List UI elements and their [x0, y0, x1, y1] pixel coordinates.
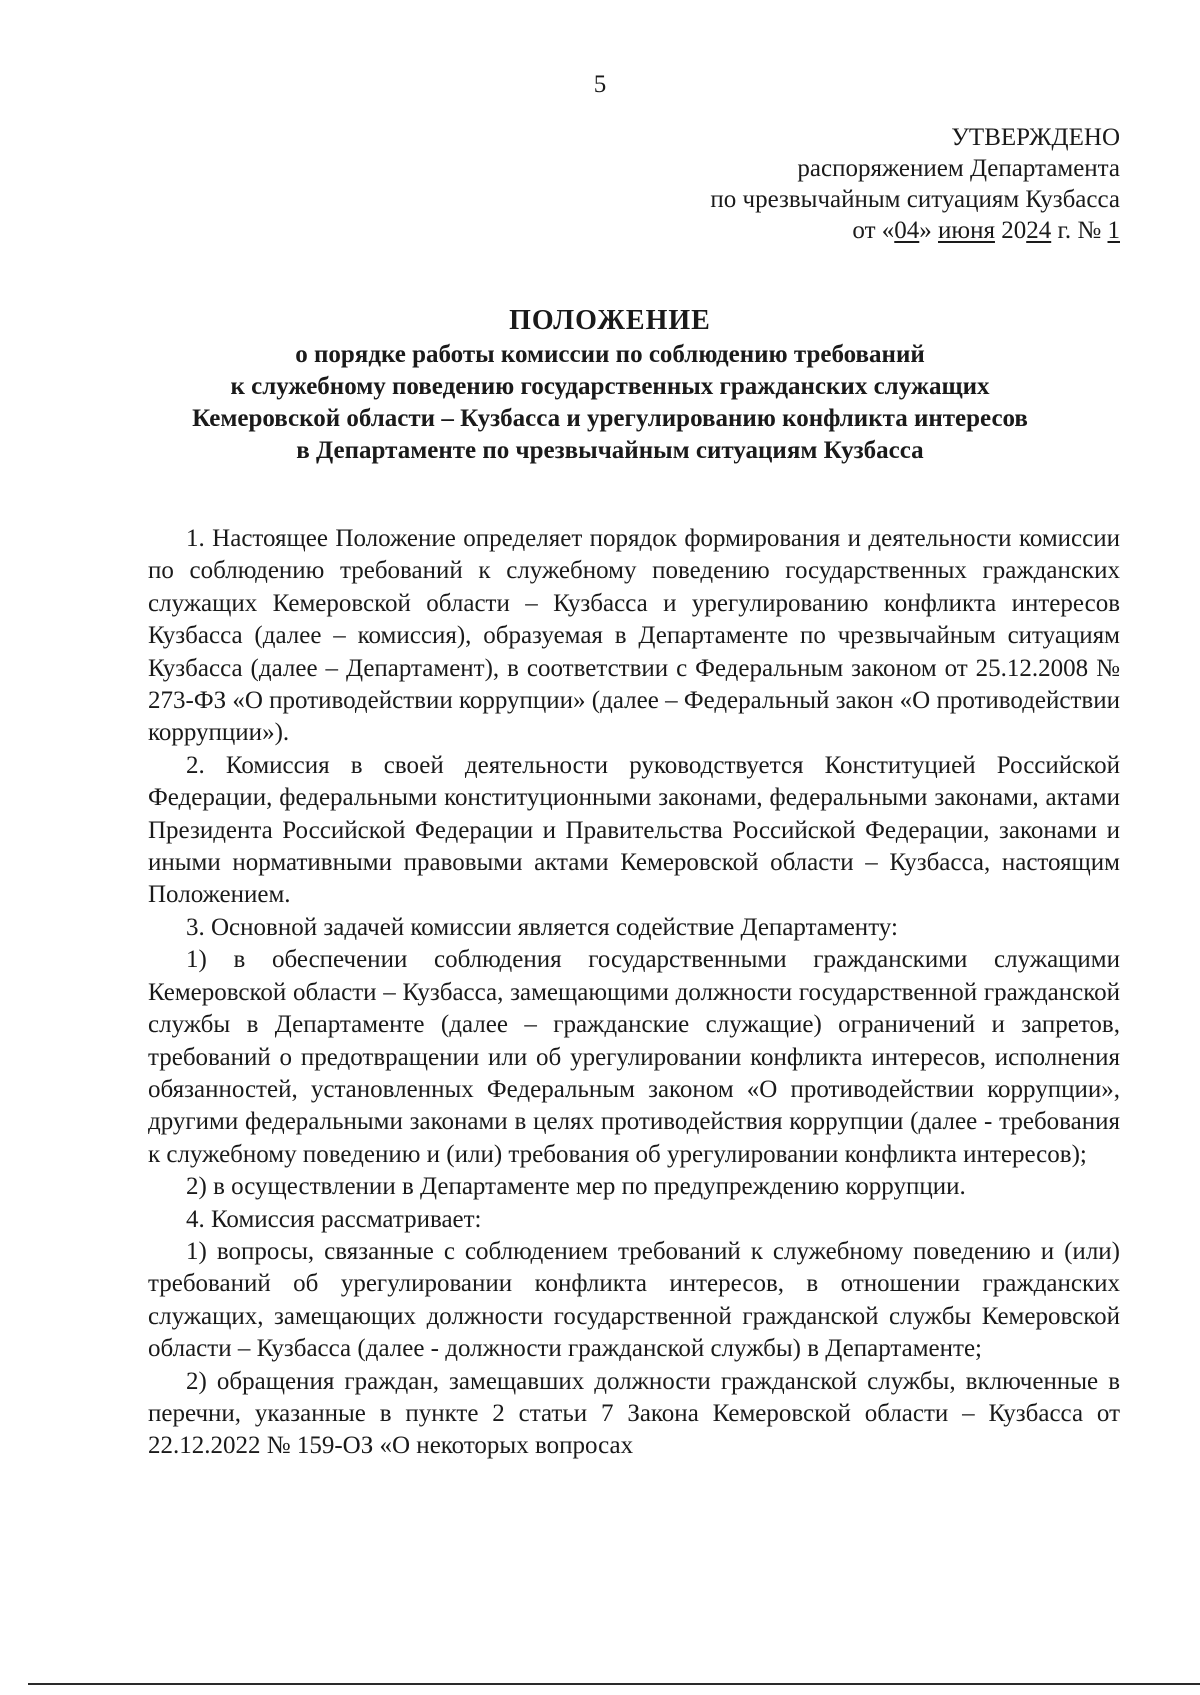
- approval-date-line: [520, 215, 1120, 246]
- approval-month: июня: [938, 217, 995, 244]
- approval-quote-close: »: [919, 217, 939, 244]
- paragraph-3-item-1: 1) в обеспечении соблюдения государственными гражданскими служащими Кемеровской области – Кузбасса, замещающими должности государственной гражданской службы в Департаменте (далее – гражданские служащие) ограничений и запретов, требований о предотвращении или об урегулировании конфликта интересов, исполнения обязанностей, установленных Федеральным законом «О противодействии коррупции», другими федеральными законами в целях противодействия коррупции (далее - требования к служебному поведению и (или) требования об урегулировании конфликта интересов);: [148, 946, 1120, 1168]
- title-line: к служебному поведению государственных гражданских служащих: [230, 373, 990, 400]
- paragraph-3: 3. Основной задачей комиссии является содействие Департаменту:: [186, 913, 898, 941]
- approval-line-order: распоряжением Департамента: [797, 155, 1120, 182]
- approval-line-department: по чрезвычайным ситуациям Кузбасса: [710, 186, 1120, 213]
- paragraph-4-item-1: 1) вопросы, связанные с соблюдением требований к служебному поведению и (или) требований об урегулировании конфликта интересов, в отношении гражданских служащих, замещающих должности государственной гражданской службы Кемеровской области – Кузбасса (далее - должности гражданской службы) в Департаменте;: [148, 1237, 1120, 1363]
- approval-year-start: 20: [994, 217, 1027, 244]
- title-line: в Департаменте по чрезвычайным ситуациям Кузбасса: [296, 437, 924, 464]
- approval-year-end: 24: [1026, 217, 1052, 244]
- title-line: Кемеровской области – Кузбасса и урегулированию конфликта интересов: [192, 405, 1028, 432]
- approval-stamp: [520, 122, 1120, 246]
- approval-heading: УТВЕРЖДЕНО: [951, 124, 1120, 151]
- paragraph-1: 1. Настоящее Положение определяет порядок формирования и деятельности комиссии по соблюдению требований к служебному поведению государственных гражданских служащих Кемеровской области – Кузбасса и урегулированию конфликта интересов Кузбасса (далее – комиссия), образуемая в Департаменте по чрезвычайным ситуациям Кузбасса (далее – Департамент), в соответствии с Федеральным законом от 25.12.2008 № 273-ФЗ «О противодействии коррупции» (далее – Федеральный закон «О противодействии коррупции»).: [148, 525, 1120, 747]
- paragraph-4-item-2: 2) обращения граждан, замещавших должности гражданской службы, включенные в перечни, указанные в пункте 2 статьи 7 Закона Кемеровской области – Кузбасса от 22.12.2022 № 159-ОЗ «О некоторых вопросах: [148, 1367, 1120, 1460]
- approval-day: 04: [894, 217, 920, 244]
- title-main: ПОЛОЖЕНИЕ: [509, 305, 711, 336]
- footer-divider: [28, 1683, 1200, 1685]
- title-line: о порядке работы комиссии по соблюдению требований: [295, 341, 925, 368]
- paragraph-3-item-2: 2) в осуществлении в Департаменте мер по предупреждению коррупции.: [186, 1173, 966, 1201]
- paragraph-4: 4. Комиссия рассматривает:: [186, 1205, 482, 1233]
- document-title: [100, 303, 1120, 467]
- approval-number: 1: [1107, 217, 1120, 244]
- approval-year-suffix: г. №: [1051, 217, 1108, 244]
- paragraph-2: 2. Комиссия в своей деятельности руководствуется Конституцией Российской Федерации, федеральными конституционными законами, федеральными законами, актами Президента Российской Федерации и Правительства Российской Федерации, законами и иными нормативными правовыми актами Кемеровской области – Кузбасса, настоящим Положением.: [148, 751, 1120, 909]
- approval-date-prefix: от «: [852, 217, 895, 244]
- document-body: [148, 523, 1120, 1463]
- page-number: 5: [593, 71, 607, 98]
